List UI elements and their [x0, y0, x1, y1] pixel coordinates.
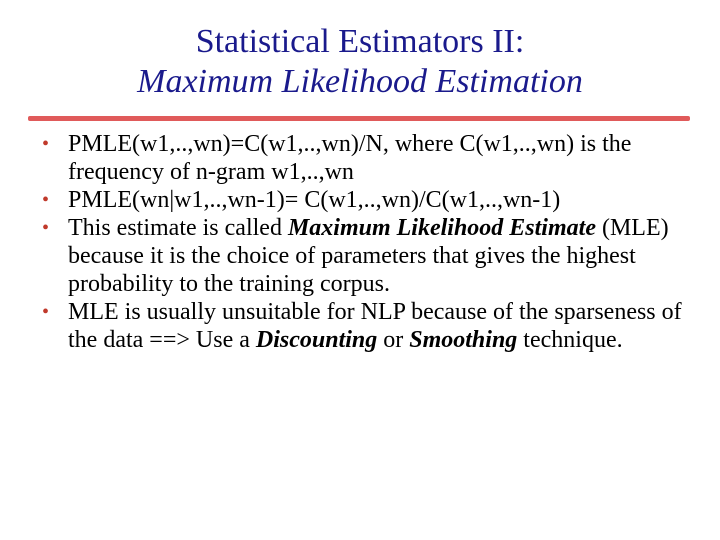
bullet-item-3: [42, 214, 702, 298]
slide-title: [0, 22, 720, 102]
bullet-emphasis-smoothing: Smoothing: [409, 327, 518, 353]
bullet-marker: •: [42, 133, 50, 155]
title-line-2: Maximum Likelihood Estimation: [137, 63, 583, 100]
title-divider: [28, 116, 690, 121]
bullet-list: [42, 130, 702, 354]
bullet-text-pre: This estimate is called: [68, 215, 288, 241]
bullet-text: PMLE(w1,..,wn)=C(w1,..,wn)/N, where C(w1,..,wn) is the frequency of n-gram w1,..,wn: [68, 131, 632, 185]
bullet-text-mid: or: [377, 327, 410, 353]
bullet-emphasis-discounting: Discounting: [255, 327, 378, 353]
bullet-marker: •: [42, 301, 50, 323]
bullet-item-1: [42, 130, 702, 186]
bullet-text-post: (MLE) because it is the choice of parameters that gives the highest probability to the training corpus.: [68, 215, 669, 297]
bullet-emphasis: Maximum Likelihood Estimate: [287, 215, 596, 241]
bullet-marker: •: [42, 217, 50, 239]
bullet-item-4: [42, 298, 702, 354]
bullet-text-pre: MLE is usually unsuitable for NLP because of the sparseness of the data ==> Use a: [68, 299, 682, 353]
bullet-marker: •: [42, 189, 50, 211]
bullet-text-post: technique.: [517, 327, 623, 353]
title-line-1: Statistical Estimators II:: [195, 23, 525, 60]
bullet-text: PMLE(wn|w1,..,wn-1)= C(w1,..,wn)/C(w1,..,wn-1): [68, 187, 561, 213]
bullet-item-2: [42, 186, 702, 214]
